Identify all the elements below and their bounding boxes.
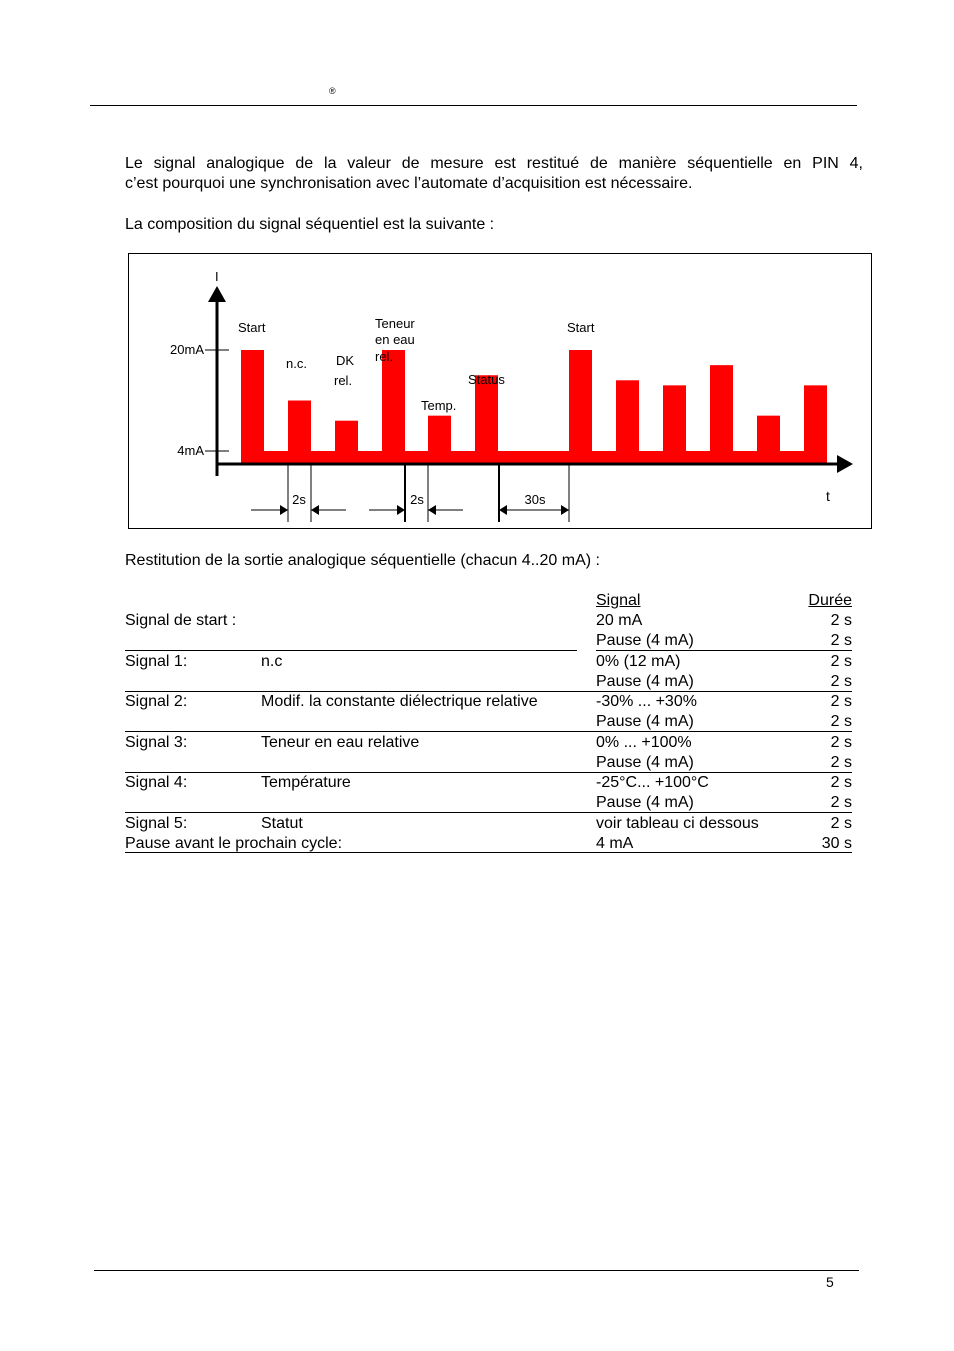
pulse-label-dk-1: DK: [336, 353, 355, 368]
dimension-2s-b-label: 2s: [410, 492, 424, 507]
table-cell-c4: 2 s: [830, 814, 852, 832]
duree-column-header: Durée: [808, 592, 852, 609]
table-row: [125, 631, 852, 651]
table-row: [125, 672, 852, 692]
table-separator: [125, 812, 852, 813]
table-cell-c4: 2 s: [830, 652, 852, 670]
table-header-row: [125, 591, 852, 611]
table-cell-c1: Signal 3:: [125, 733, 188, 751]
pulse-label-temp: Temp.: [421, 398, 457, 413]
table-row: [125, 712, 852, 732]
table-cell-c4: 2 s: [830, 733, 852, 751]
registered-trademark-mark: ®: [329, 86, 336, 96]
pulse-label-status: Status: [468, 372, 505, 387]
table-cell-c4: 2 s: [830, 794, 852, 812]
table-separator: [125, 650, 577, 651]
table-cell-c3: voir tableau ci dessous: [596, 814, 759, 832]
pulse-bar: [382, 350, 405, 464]
table-row: [125, 753, 852, 773]
table-cell-c3: Pause (4 mA): [596, 713, 694, 731]
table-row: [125, 773, 852, 793]
pulse-bar: [335, 421, 358, 464]
pulse-label-teneur-1: Teneur: [375, 316, 415, 331]
pulse-label-start-2: Start: [567, 320, 595, 335]
intro-line-2: c’est pourquoi une synchronisation avec l’automate d’acquisition est nécessaire.: [125, 175, 693, 192]
composition-sentence: La composition du signal séquentiel est la suivante :: [125, 216, 495, 233]
pulse-bar: [241, 350, 264, 464]
table-cell-c3: 4 mA: [596, 834, 634, 852]
page-number: 5: [826, 1274, 834, 1290]
table-cell-c4: 2 s: [830, 632, 852, 650]
table-separator: [596, 650, 852, 651]
level-4ma-label: 4mA: [177, 443, 204, 458]
intro-line-1: Le signal analogique de la valeur de mesure est restitué de manière séquentielle en PIN 4,: [125, 155, 863, 172]
table-cell-c1: Signal 2:: [125, 693, 188, 710]
table-cell-c1: Signal 4:: [125, 774, 188, 791]
table-cell-c3: -25°C... +100°C: [596, 774, 709, 791]
table-cell-c2: Teneur en eau relative: [261, 733, 420, 751]
table-cell-c3: Pause (4 mA): [596, 753, 694, 771]
table-cell-c4: 2 s: [830, 753, 852, 771]
dimension-30s: [499, 464, 569, 522]
pulse-label-nc: n.c.: [286, 356, 307, 371]
table-cell-c1: Signal 1:: [125, 652, 188, 670]
pulse-bar: [757, 416, 780, 464]
table-row: [125, 652, 852, 672]
table-cell-c3: -30% ... +30%: [596, 693, 697, 710]
table-separator: [125, 691, 852, 692]
signal-column-header: Signal: [596, 592, 641, 609]
pulse-bar: [804, 385, 827, 464]
level-20ma-label: 20mA: [170, 342, 204, 357]
dimension-2s-a-label: 2s: [292, 492, 306, 507]
table-row: [125, 814, 852, 834]
table-cell-c2: Modif. la constante diélectrique relative: [261, 693, 538, 710]
dimension-2s-b: [369, 464, 463, 522]
pulse-bar: [475, 375, 498, 464]
table-row: [125, 733, 852, 753]
y-axis-label: I: [215, 269, 219, 284]
table-caption: Restitution de la sortie analogique séquentielle (chacun 4..20 mA) :: [125, 552, 600, 569]
signal-timing-chart: [129, 254, 873, 530]
pulse-label-teneur-3: rel.: [375, 349, 394, 364]
dimension-30s-label: 30s: [524, 492, 546, 507]
table-row: [125, 793, 852, 813]
baseline-4ma-band: [241, 451, 827, 464]
table-cell-c3: 0% ... +100%: [596, 733, 692, 751]
pulse-label-dk-2: rel.: [334, 373, 353, 388]
table-cell-c4: 2 s: [830, 672, 852, 690]
table-cell-c4: 30 s: [821, 834, 852, 852]
pulse-bar: [569, 350, 592, 464]
table-row: [125, 611, 852, 631]
table-cell-c3: Pause (4 mA): [596, 632, 694, 650]
table-cell-c2: Température: [261, 774, 351, 791]
table-cell-c3: 0% (12 mA): [596, 652, 681, 670]
pulse-label-start: Start: [238, 320, 266, 335]
pulse-label-teneur-2: en eau: [375, 332, 415, 347]
table-cell-c4: 2 s: [830, 693, 852, 710]
x-axis-label: t: [826, 488, 830, 504]
pulse-bar: [710, 365, 733, 464]
table-cell-c4: 2 s: [830, 774, 852, 791]
table-cell-c3: Pause (4 mA): [596, 794, 694, 812]
table-cell-c1: Pause avant le prochain cycle:: [125, 834, 343, 852]
table-row: [125, 834, 852, 854]
time-axis-arrowhead: [837, 455, 853, 473]
pulse-bar: [663, 385, 686, 464]
dimension-2s-a: [251, 464, 346, 522]
pulse-bar: [616, 380, 639, 464]
table-cell-c3: 20 mA: [596, 612, 643, 629]
table-separator: [125, 731, 852, 732]
table-cell-c4: 2 s: [830, 713, 852, 731]
header-rule: [90, 105, 857, 106]
pulse-bar: [428, 416, 451, 464]
table-separator: [125, 772, 852, 773]
table-cell-c1: Signal 5:: [125, 814, 188, 832]
table-cell-c1: Signal de start :: [125, 612, 237, 629]
table-separator: [125, 852, 852, 853]
table-cell-c2: Statut: [261, 814, 303, 832]
footer-rule: [94, 1270, 859, 1271]
sequential-signal-diagram: [128, 253, 872, 529]
current-axis-arrowhead: [208, 286, 226, 302]
pulse-group: [241, 350, 827, 464]
table-row: [125, 692, 852, 712]
table-cell-c4: 2 s: [830, 612, 852, 629]
pulse-bar: [288, 401, 311, 465]
table-cell-c2: n.c: [261, 652, 283, 670]
table-cell-c3: Pause (4 mA): [596, 672, 694, 690]
